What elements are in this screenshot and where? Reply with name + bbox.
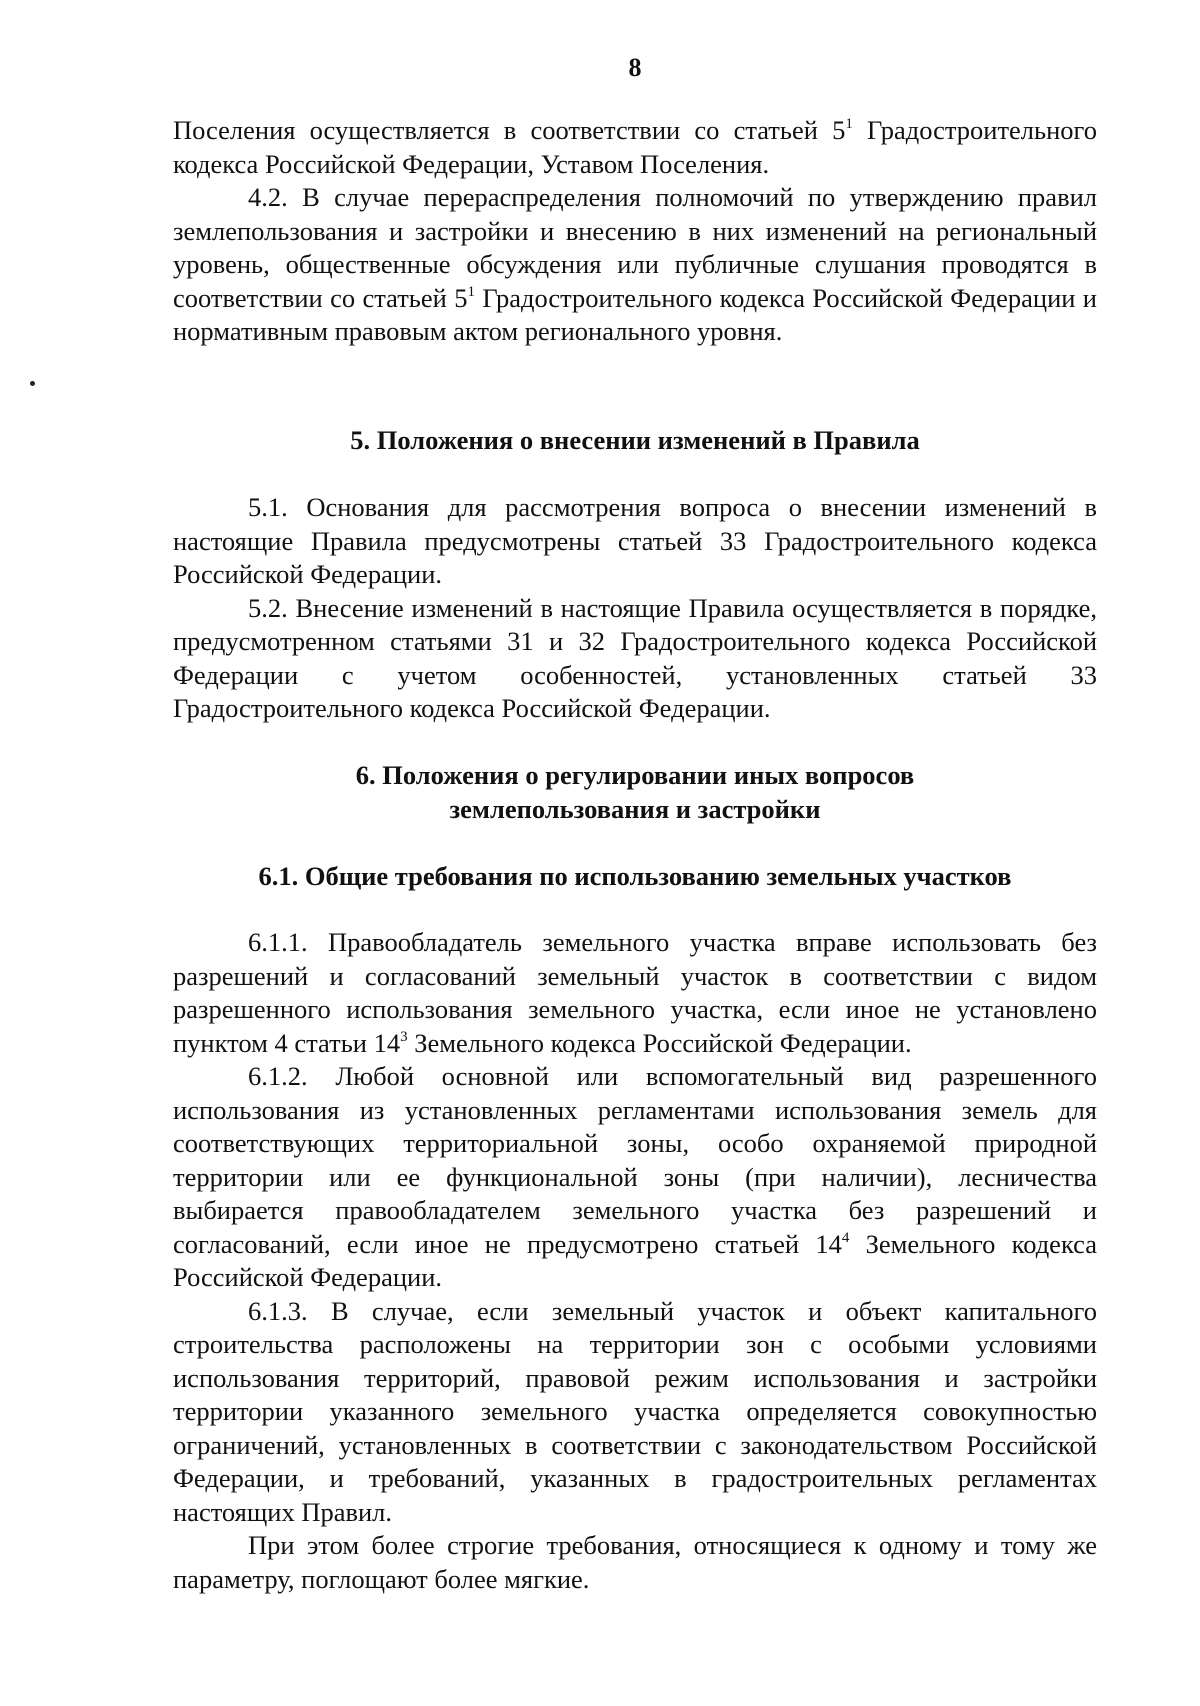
paragraph-text: Поселения осуществляется в соответствии со статьей 5 [173,115,846,145]
paragraph-text: Земельного кодекса Российской Федерации. [407,1027,912,1058]
paragraph-text: Градостроительного кодекса Российской Федерации и нормативным правовым актом регионального уровня. [173,282,1097,346]
paragraph-text: 4.2. В случае перераспределения полномочий по утверждению правил землепользования и застройки и внесению в них изменений на региональный уровень, общественные обсуждения или публичные слушания проводятся в соответствии со статьей 5 [173,182,1097,313]
paragraph-6-1-3: 6.1.3. В случае, если земельный участок и объект капитального строительства расположены на территории зон с особыми условиями использования территорий, правовой режим использования и застройки территории указанного земельного участка определяется совокупностью ограничений, установленных в соответствии с законодательством Российской Федерации, и требований, указанных в градостроительных регламентах настоящих Правил. [173,1295,1097,1527]
page-number: 8 [628,53,642,82]
superscript: 3 [400,1028,408,1045]
paragraph-closing: При этом более строгие требования, относящиеся к одному и тому же параметру, поглощают более мягкие. [173,1530,1097,1594]
heading-section-5: 5. Положения о внесении изменений в Правила [350,425,920,455]
paragraph-text: Градостроительного кодекса Российской Федерации, Уставом Поселения. [173,115,1097,179]
paragraph-text: 6.1.2. Любой основной или вспомогательный вид разрешенного использования из установленных регламентами использования земель для соответствующих территориальной зоны, особо охраняемой природной территории или ее функциональной зоны (при наличии), лесничества выбирается правообладателем земельного участка без разрешений и согласований, если иное не предусмотрено статьей 14 [173,1061,1097,1259]
heading-section-6-line2: землепользования и застройки [449,793,821,824]
superscript: 4 [841,1229,850,1246]
paragraph-5-2: 5.2. Внесение изменений в настоящие Правила осуществляется в порядке, предусмотренном статьями 31 и 32 Градостроительного кодекса Российской Федерации с учетом особенностей, установленных статьей 33 Градостроительного кодекса Российской Федерации. [173,592,1097,723]
heading-section-6-line1: 6. Положения о регулировании иных вопросов [355,760,915,790]
text-block-section-5 [173,491,1097,726]
paragraph-5-1: 5.1. Основания для рассмотрения вопроса о внесении изменений в настоящие Правила предусмотрены статьей 33 Градостроительного кодекса Российской Федерации. [173,492,1097,589]
paragraph-6-1-2 [173,1060,1097,1295]
paragraph-6-1-1 [173,926,1097,1060]
paragraph-4-2 [173,181,1097,349]
paragraph-continuation [173,114,1097,181]
paragraph-text: 6.1.1. Правообладатель земельного участка вправе использовать без разрешений и согласований земельный участок в соответствии с видом разрешенного использования земельного участка, если иное не установлено пунктом 4 статьи 14 [173,927,1097,1058]
heading-section-6 [173,759,1097,826]
heading-section-6-1: 6.1. Общие требования по использованию земельных участков [258,861,1012,891]
scan-dot-mark [30,381,35,386]
text-block-section-4-end [173,114,1097,349]
superscript: 1 [467,283,475,300]
paragraph-text: Земельного кодекса Российской Федерации. [173,1228,1098,1292]
text-block-section-6-1 [173,926,1097,1596]
superscript: 1 [845,116,853,133]
